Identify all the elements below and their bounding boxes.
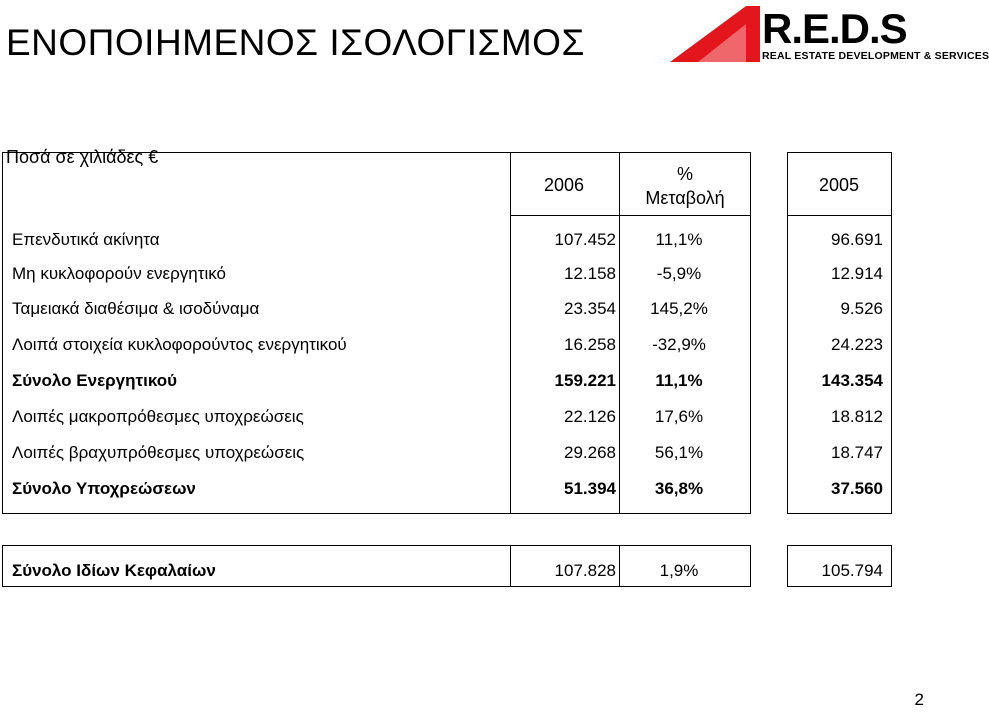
header-2005: 2005 <box>818 175 860 195</box>
value-2005: 9.526 <box>840 299 883 318</box>
page-title: ΕΝΟΠΟΙΗΜΕΝΟΣ ΙΣΟΛΟΓΙΣΜΟΣ <box>6 22 585 63</box>
value-2005: 96.691 <box>831 230 883 249</box>
header-change-symbol: % <box>676 164 693 184</box>
value-2005: 18.812 <box>831 407 883 426</box>
table-row <box>0 224 960 256</box>
row-label: Λοιπά στοιχεία κυκλοφορούντος ενεργητικού <box>12 335 347 354</box>
value-2006: 107.452 <box>554 230 616 249</box>
value-2006: 23.354 <box>564 299 616 318</box>
value-2006: 51.394 <box>564 479 616 498</box>
value-2006: 12.158 <box>564 264 616 283</box>
value-change: 1,9% <box>659 561 699 580</box>
value-2006: 16.258 <box>564 335 616 354</box>
value-2006: 22.126 <box>564 407 616 426</box>
value-2005: 18.747 <box>831 443 883 462</box>
value-2006: 29.268 <box>564 443 616 462</box>
table-row-total <box>0 365 960 397</box>
row-label: Σύνολο Υποχρεώσεων <box>12 479 196 498</box>
row-label: Ταμειακά διαθέσιμα & ισοδύναμα <box>12 299 260 318</box>
table-row <box>0 293 960 325</box>
equity-row <box>0 555 960 587</box>
value-change: 36,8% <box>654 479 704 498</box>
row-label: Σύνολο Ιδίων Κεφαλαίων <box>12 561 216 580</box>
page-number: 2 <box>914 690 924 709</box>
header-change-text: Μεταβολή <box>645 188 725 208</box>
value-2005: 12.914 <box>831 264 883 283</box>
value-2005: 24.223 <box>831 335 883 354</box>
value-2005: 37.560 <box>831 479 883 498</box>
value-change: 17,6% <box>654 407 704 426</box>
header-change <box>630 162 740 210</box>
value-change: -5,9% <box>656 264 702 283</box>
value-2006: 107.828 <box>554 561 616 580</box>
value-change: 56,1% <box>654 443 704 462</box>
logo-name: R.E.D.S <box>762 5 907 52</box>
value-2005: 105.794 <box>821 561 883 580</box>
row-label: Μη κυκλοφορούν ενεργητικό <box>12 264 226 283</box>
table-row-total <box>0 473 960 505</box>
row-label: Επενδυτικά ακίνητα <box>12 230 160 249</box>
table-row <box>0 401 960 433</box>
value-2006: 159.221 <box>554 371 616 390</box>
value-change: 11,1% <box>655 371 703 390</box>
value-2005: 143.354 <box>821 371 883 390</box>
row-label: Λοιπές βραχυπρόθεσμες υποχρεώσεις <box>12 443 305 462</box>
table-row <box>0 258 960 290</box>
value-change: 145,2% <box>650 299 708 318</box>
value-change: 11,1% <box>655 230 703 249</box>
header-2006: 2006 <box>543 175 585 195</box>
row-label: Σύνολο Ενεργητικού <box>12 371 178 390</box>
table-row <box>0 329 960 361</box>
table-row <box>0 437 960 469</box>
units-label: Ποσά σε χιλιάδες € <box>6 147 159 167</box>
value-change: -32,9% <box>652 335 706 354</box>
logo-tagline: REAL ESTATE DEVELOPMENT & SERVICES <box>762 50 989 62</box>
row-label: Λοιπές μακροπρόθεσμες υποχρεώσεις <box>12 407 304 426</box>
